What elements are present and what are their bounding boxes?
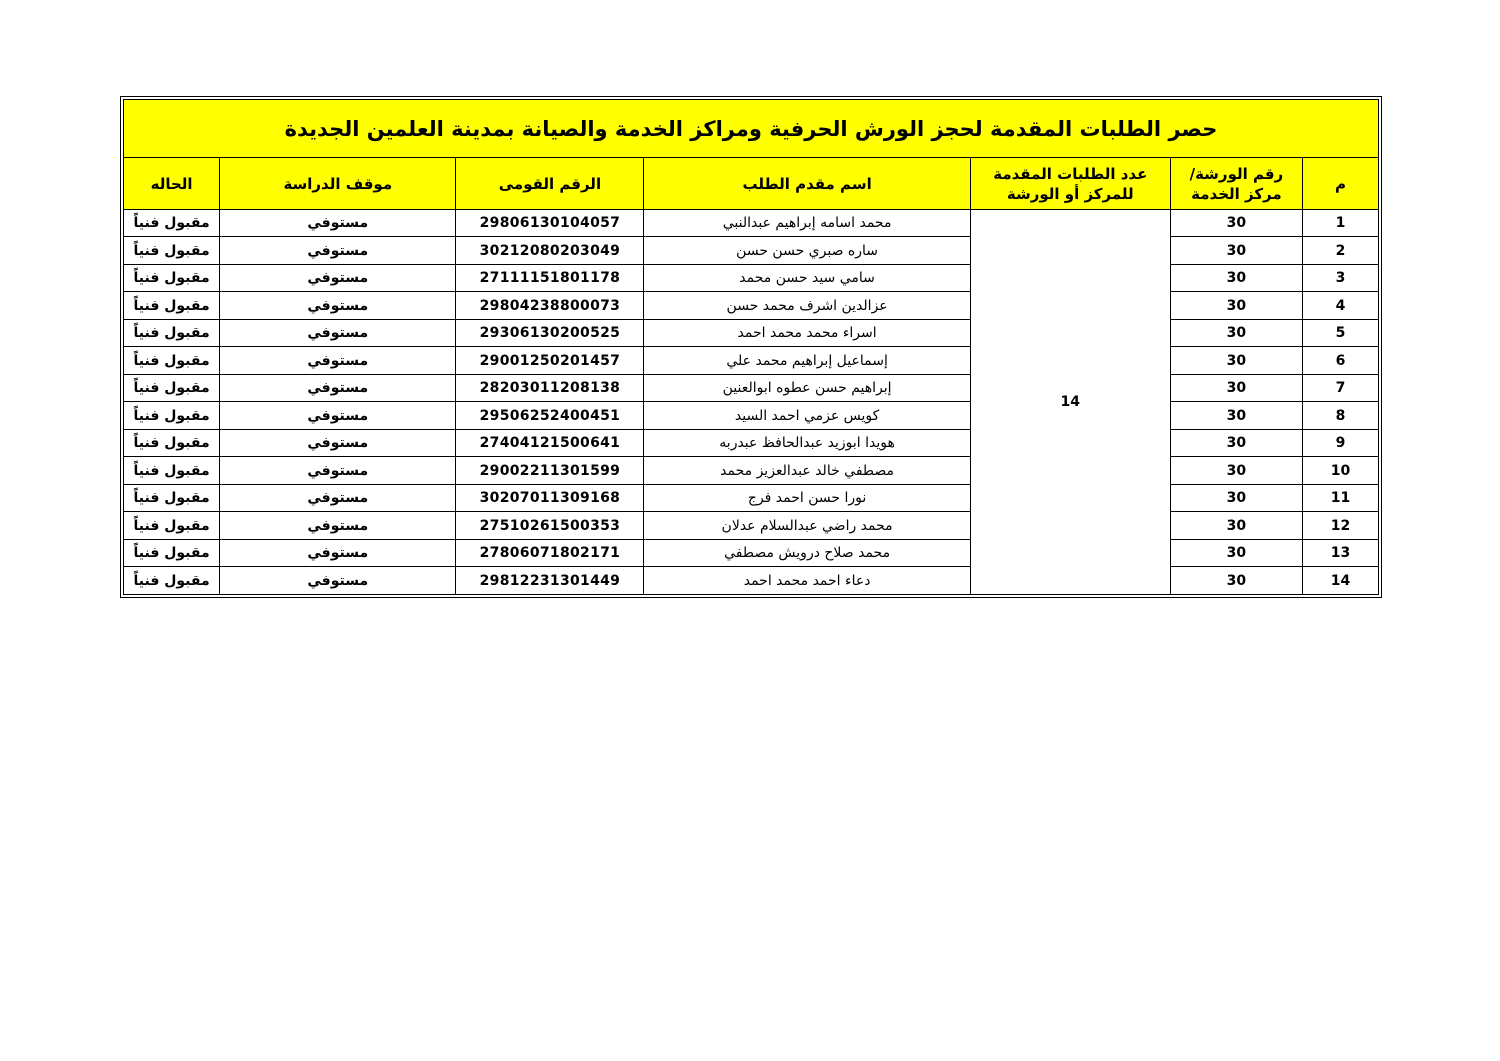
status-cell: مقبول فنياً [124,209,220,237]
workshop-number: 30 [1170,512,1302,540]
national-id: 29506252400451 [456,402,644,430]
study-status: مستوفي [220,209,456,237]
workshop-number: 30 [1170,237,1302,265]
study-status: مستوفي [220,374,456,402]
status-cell: مقبول فنياً [124,264,220,292]
national-id: 27404121500641 [456,429,644,457]
applicant-name: دعاء احمد محمد احمد [644,567,970,595]
row-number: 7 [1302,374,1378,402]
table-row [124,512,1379,540]
table-row [124,264,1379,292]
study-status: مستوفي [220,237,456,265]
row-number: 6 [1302,347,1378,375]
workshop-number: 30 [1170,484,1302,512]
national-id: 27806071802171 [456,539,644,567]
applicant-name: نورا حسن احمد فرج [644,484,970,512]
applicant-name: إبراهيم حسن عطوه ابوالعنين [644,374,970,402]
study-status: مستوفي [220,402,456,430]
national-id: 30207011309168 [456,484,644,512]
row-number: 10 [1302,457,1378,485]
table-row [124,429,1379,457]
row-number: 8 [1302,402,1378,430]
status-cell: مقبول فنياً [124,429,220,457]
study-status: مستوفي [220,484,456,512]
national-id: 29001250201457 [456,347,644,375]
workshop-number: 30 [1170,457,1302,485]
header-status: الحاله [124,158,220,210]
status-cell: مقبول فنياً [124,319,220,347]
applicant-name: ساره صبري حسن حسن [644,237,970,265]
row-number: 1 [1302,209,1378,237]
table-row [124,209,1379,237]
header-workshop-no: رقم الورشة/ مركز الخدمة [1170,158,1302,210]
workshop-number: 30 [1170,429,1302,457]
national-id: 29806130104057 [456,209,644,237]
status-cell: مقبول فنياً [124,374,220,402]
national-id: 29812231301449 [456,567,644,595]
applications-table [123,99,1379,595]
national-id: 27510261500353 [456,512,644,540]
national-id: 29804238800073 [456,292,644,320]
table-row [124,457,1379,485]
table-row [124,374,1379,402]
header-m: م [1302,158,1378,210]
applicant-name: محمد صلاح درويش مصطفي [644,539,970,567]
national-id: 30212080203049 [456,237,644,265]
table-row [124,402,1379,430]
national-id: 27111151801178 [456,264,644,292]
workshop-number: 30 [1170,374,1302,402]
workshop-number: 30 [1170,567,1302,595]
study-status: مستوفي [220,567,456,595]
study-status: مستوفي [220,319,456,347]
workshop-number: 30 [1170,402,1302,430]
status-cell: مقبول فنياً [124,347,220,375]
workshop-number: 30 [1170,319,1302,347]
national-id: 29002211301599 [456,457,644,485]
status-cell: مقبول فنياً [124,292,220,320]
row-number: 9 [1302,429,1378,457]
national-id: 28203011208138 [456,374,644,402]
table-row [124,539,1379,567]
row-number: 3 [1302,264,1378,292]
row-number: 11 [1302,484,1378,512]
page-title: حصر الطلبات المقدمة لحجز الورش الحرفية ومراكز الخدمة والصيانة بمدينة العلمين الجديدة [124,100,1379,158]
status-cell: مقبول فنياً [124,539,220,567]
row-number: 13 [1302,539,1378,567]
table-row [124,237,1379,265]
table-row [124,567,1379,595]
status-cell: مقبول فنياً [124,237,220,265]
study-status: مستوفي [220,539,456,567]
applicant-name: محمد راضي عبدالسلام عدلان [644,512,970,540]
applicant-name: مصطفي خالد عبدالعزيز محمد [644,457,970,485]
workshop-number: 30 [1170,292,1302,320]
table-row [124,484,1379,512]
table-row [124,292,1379,320]
status-cell: مقبول فنياً [124,457,220,485]
row-number: 4 [1302,292,1378,320]
applicant-name: محمد اسامه إبراهيم عبدالنبي [644,209,970,237]
study-status: مستوفي [220,457,456,485]
study-status: مستوفي [220,347,456,375]
status-cell: مقبول فنياً [124,512,220,540]
row-number: 5 [1302,319,1378,347]
workshop-number: 30 [1170,264,1302,292]
table-row [124,347,1379,375]
header-applicant-name: اسم مقدم الطلب [644,158,970,210]
status-cell: مقبول فنياً [124,567,220,595]
applicant-name: عزالدين اشرف محمد حسن [644,292,970,320]
national-id: 29306130200525 [456,319,644,347]
header-request-count: عدد الطلبات المقدمة للمركز أو الورشة [970,158,1170,210]
workshop-number: 30 [1170,539,1302,567]
study-status: مستوفي [220,429,456,457]
header-study-status: موقف الدراسة [220,158,456,210]
applicant-name: كويس عزمي احمد السيد [644,402,970,430]
applicant-name: هويدا ابوزيد عبدالحافظ عبدربه [644,429,970,457]
applicant-name: إسماعيل إبراهيم محمد علي [644,347,970,375]
applicant-name: سامي سيد حسن محمد [644,264,970,292]
applicant-name: اسراء محمد محمد احمد [644,319,970,347]
study-status: مستوفي [220,512,456,540]
study-status: مستوفي [220,292,456,320]
applications-sheet [120,96,1382,598]
workshop-number: 30 [1170,209,1302,237]
header-national-id: الرقم القومى [456,158,644,210]
request-count-cell: 14 [970,209,1170,594]
row-number: 12 [1302,512,1378,540]
status-cell: مقبول فنياً [124,484,220,512]
row-number: 14 [1302,567,1378,595]
study-status: مستوفي [220,264,456,292]
row-number: 2 [1302,237,1378,265]
table-row [124,319,1379,347]
status-cell: مقبول فنياً [124,402,220,430]
workshop-number: 30 [1170,347,1302,375]
